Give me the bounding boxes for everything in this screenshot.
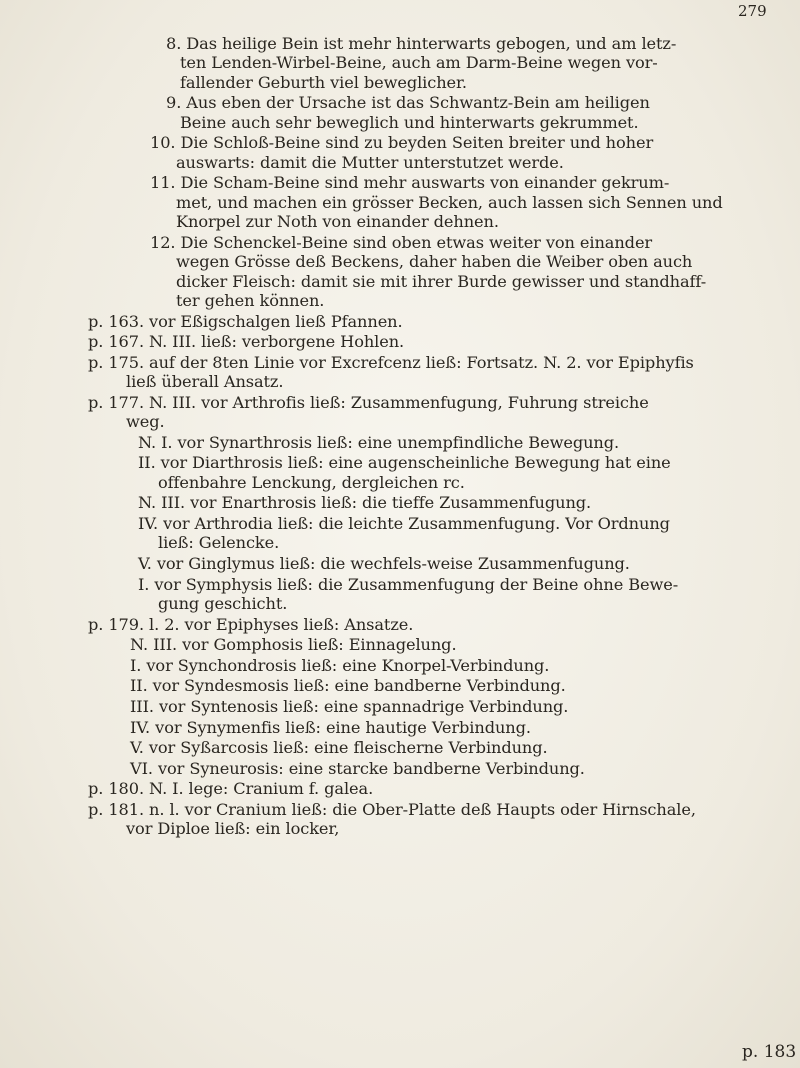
text-line: fallender Geburth viel beweglicher. — [180, 72, 467, 92]
text-line: wegen Grösse deß Beckens, daher haben die Weiber oben auch — [176, 252, 693, 272]
text-line: p. 180. N. I. lege: Cranium f. galea. — [88, 779, 374, 799]
text-line: dicker Fleisch: damit sie mit ihrer Burde gewisser und standhaff- — [176, 271, 707, 291]
text-line: p. 167. N. III. ließ: verborgene Hohlen. — [88, 332, 405, 352]
text-line: I. vor Symphysis ließ: die Zusammenfugung der Beine ohne Bewe- — [138, 574, 679, 594]
entry — [58, 718, 780, 737]
text-line: met, und machen ein grösser Becken, auch lassen sich Sennen und — [176, 192, 723, 212]
text-line: 8. Das heilige Bein ist mehr hinterwarts gebogen, und am letz- — [166, 34, 677, 53]
text-line: IV. vor Synymenfis ließ: eine hautige Verbindung. — [130, 717, 531, 737]
text-line: Beine auch sehr beweglich und hinterwarts gekrummet. — [180, 112, 639, 132]
text-line: offenbahre Lenckung, dergleichen rc. — [158, 472, 465, 492]
text-line: V. vor Ginglymus ließ: die wechfels-weise Zusammenfugung. — [138, 554, 630, 573]
text-line: auswarts: damit die Mutter unterstutzet werde. — [176, 152, 564, 172]
entry — [58, 615, 780, 634]
text-line: p. 175. auf der 8ten Linie vor Excrefcenz ließ: Fortsatz. N. 2. vor Epiphyfis — [88, 352, 694, 372]
text-line: ten Lenden-Wirbel-Beine, auch am Darm-Beine wegen vor- — [180, 53, 658, 73]
entry — [58, 554, 780, 573]
text-line: N. I. vor Synarthrosis ließ: eine unempfindliche Bewegung. — [138, 432, 620, 452]
entry — [58, 433, 780, 452]
entry — [58, 779, 780, 798]
page-number-top: 279 — [738, 2, 767, 20]
text-line: VI. vor Syneurosis: eine starcke bandberne Verbindung. — [130, 758, 585, 778]
text-line: ter gehen können. — [176, 291, 325, 311]
text-line: II. vor Diarthrosis ließ: eine augenscheinliche Bewegung hat eine — [138, 453, 671, 473]
text-line: p. 181. n. l. vor Cranium ließ: die Ober-Platte deß Haupts oder Hirnschale, — [88, 799, 696, 819]
entry — [58, 332, 780, 351]
entry — [58, 312, 780, 331]
text-line: gung geschicht. — [158, 594, 288, 613]
entry — [58, 493, 780, 512]
text-line: 10. Die Schloß-Beine sind zu beyden Seiten breiter und hoher — [150, 133, 654, 153]
text-line: V. vor Syßarcosis ließ: eine fleischerne Verbindung. — [130, 738, 548, 758]
text-line: III. vor Syntenosis ließ: eine spannadrige Verbindung. — [130, 696, 569, 716]
entry — [58, 393, 780, 432]
text-line: ließ überall Ansatz. — [126, 372, 284, 392]
entry — [58, 353, 780, 392]
entry — [58, 514, 780, 553]
text-line: 11. Die Scham-Beine sind mehr auswarts von einander gekrum- — [150, 173, 670, 193]
entry — [58, 233, 780, 311]
text-line: II. vor Syndesmosis ließ: eine bandberne Verbindung. — [130, 676, 566, 696]
text-line: ließ: Gelencke. — [158, 533, 280, 553]
entry — [58, 697, 780, 716]
entry — [58, 93, 780, 132]
entry — [58, 453, 780, 492]
entry — [58, 173, 780, 231]
entry — [58, 676, 780, 695]
text-line: Knorpel zur Noth von einander dehnen. — [176, 212, 499, 232]
page-number-bottom: p. 183 — [742, 1042, 797, 1062]
entry — [58, 635, 780, 654]
text-line: N. III. vor Enarthrosis ließ: die tieffe Zusammenfugung. — [138, 493, 592, 513]
text-line: 12. Die Schenckel-Beine sind oben etwas weiter von einander — [150, 232, 653, 252]
entry — [58, 133, 780, 172]
entry — [58, 759, 780, 778]
text-line: p. 163. vor Eßigschalgen ließ Pfannen. — [88, 311, 403, 331]
text-line: N. III. vor Gomphosis ließ: Einnagelung. — [130, 635, 457, 655]
entry — [58, 34, 780, 92]
text-line: IV. vor Arthrodia ließ: die leichte Zusammenfugung. Vor Ordnung — [138, 514, 670, 533]
entry — [58, 738, 780, 757]
text-line: weg. — [126, 412, 165, 432]
entry — [58, 575, 780, 614]
text-line: vor Diploe ließ: ein locker, — [126, 819, 340, 839]
text-line: p. 179. l. 2. vor Epiphyses ließ: Ansatze. — [88, 614, 414, 634]
text-line: 9. Aus eben der Ursache ist das Schwantz-Bein am heiligen — [166, 93, 650, 113]
entry — [58, 656, 780, 675]
text-body — [58, 34, 780, 840]
entry — [58, 800, 780, 839]
text-line: I. vor Synchondrosis ließ: eine Knorpel-Verbindung. — [130, 655, 550, 675]
text-line: p. 177. N. III. vor Arthrofis ließ: Zusammenfugung, Fuhrung streiche — [88, 392, 649, 412]
